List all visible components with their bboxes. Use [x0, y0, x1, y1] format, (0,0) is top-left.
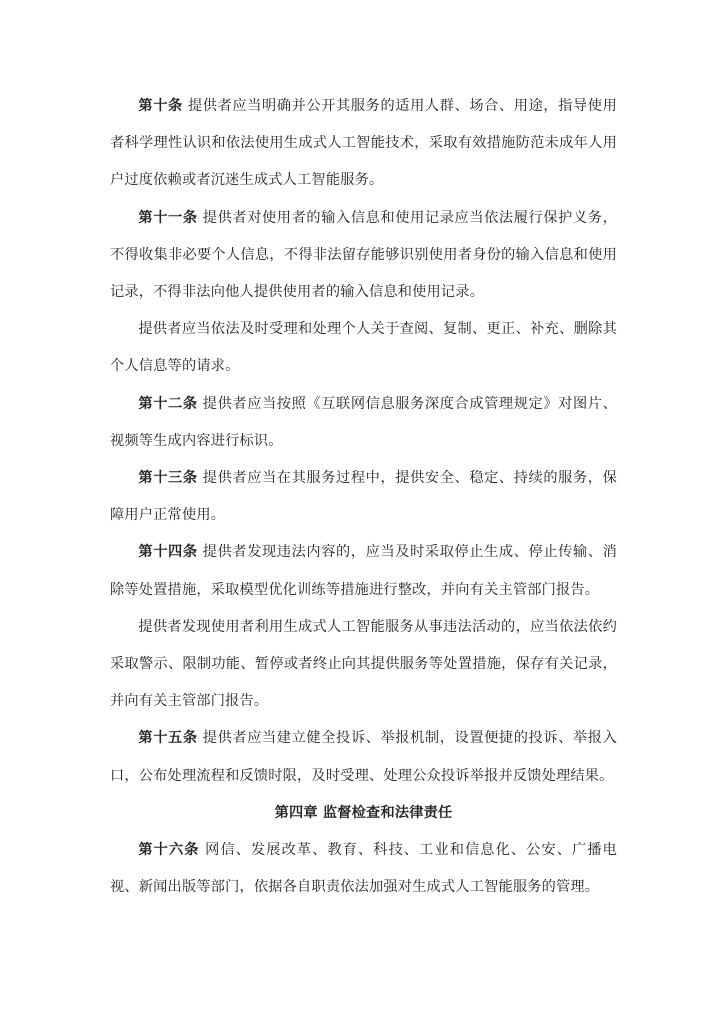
document-body [110, 88, 617, 906]
paragraph-text: 网信、发展改革、教育、科技、工业和信息化、公安、广播电视、新闻出版等部门，依据各自职责依法加强对生成式人工智能服务的管理。 [110, 842, 617, 896]
article-number: 第十六条 [138, 842, 200, 859]
article-number: 第十四条 [138, 544, 198, 561]
article-number: 第十五条 [138, 730, 198, 747]
paragraph-article-11-clause-2 [110, 311, 617, 385]
paragraph-article-15 [110, 720, 617, 794]
paragraph-text: 提供者应当建立健全投诉、举报机制，设置便捷的投诉、举报入口，公布处理流程和反馈时限，及时受理、处理公众投诉举报并反馈处理结果。 [110, 730, 617, 784]
chapter-heading: 第四章 监督检查和法律责任 [274, 804, 453, 821]
article-number: 第十二条 [138, 395, 198, 412]
paragraph-text: 提供者发现使用者利用生成式人工智能服务从事违法活动的，应当依法依约采取警示、限制功能、暂停或者终止向其提供服务等处置措施，保存有关记录，并向有关主管部门报告。 [110, 618, 617, 710]
paragraph-article-13 [110, 460, 617, 534]
paragraph-article-10 [110, 88, 617, 200]
paragraph-article-14 [110, 534, 617, 608]
paragraph-article-16 [110, 832, 617, 906]
paragraph-article-14-clause-2 [110, 609, 617, 721]
paragraph-article-11 [110, 200, 617, 312]
paragraph-text: 提供者应当在其服务过程中，提供安全、稳定、持续的服务，保障用户正常使用。 [110, 470, 617, 524]
paragraph-text: 提供者应当明确并公开其服务的适用人群、场合、用途，指导使用者科学理性认识和依法使用生成式人工智能技术，采取有效措施防范未成年人用户过度依赖或者沉迷生成式人工智能服务。 [110, 98, 617, 189]
article-number: 第十一条 [138, 209, 198, 226]
paragraph-text: 提供者应当依法及时受理和处理个人关于查阅、复制、更正、补充、删除其个人信息等的请求。 [110, 321, 617, 375]
article-number: 第十三条 [138, 470, 198, 487]
article-number: 第十条 [138, 98, 183, 114]
paragraph-text: 提供者对使用者的输入信息和使用记录应当依法履行保护义务，不得收集非必要个人信息，不得非法留存能够识别使用者身份的输入信息和使用记录，不得非法向他人提供使用者的输入信息和使用记录。 [110, 209, 617, 301]
paragraph-text: 提供者发现违法内容的，应当及时采取停止生成、停止传输、消除等处置措施，采取模型优化训练等措施进行整改，并向有关主管部门报告。 [110, 544, 617, 598]
paragraph-article-12 [110, 386, 617, 460]
paragraph-text: 提供者应当按照《互联网信息服务深度合成管理规定》对图片、视频等生成内容进行标识。 [110, 395, 617, 449]
